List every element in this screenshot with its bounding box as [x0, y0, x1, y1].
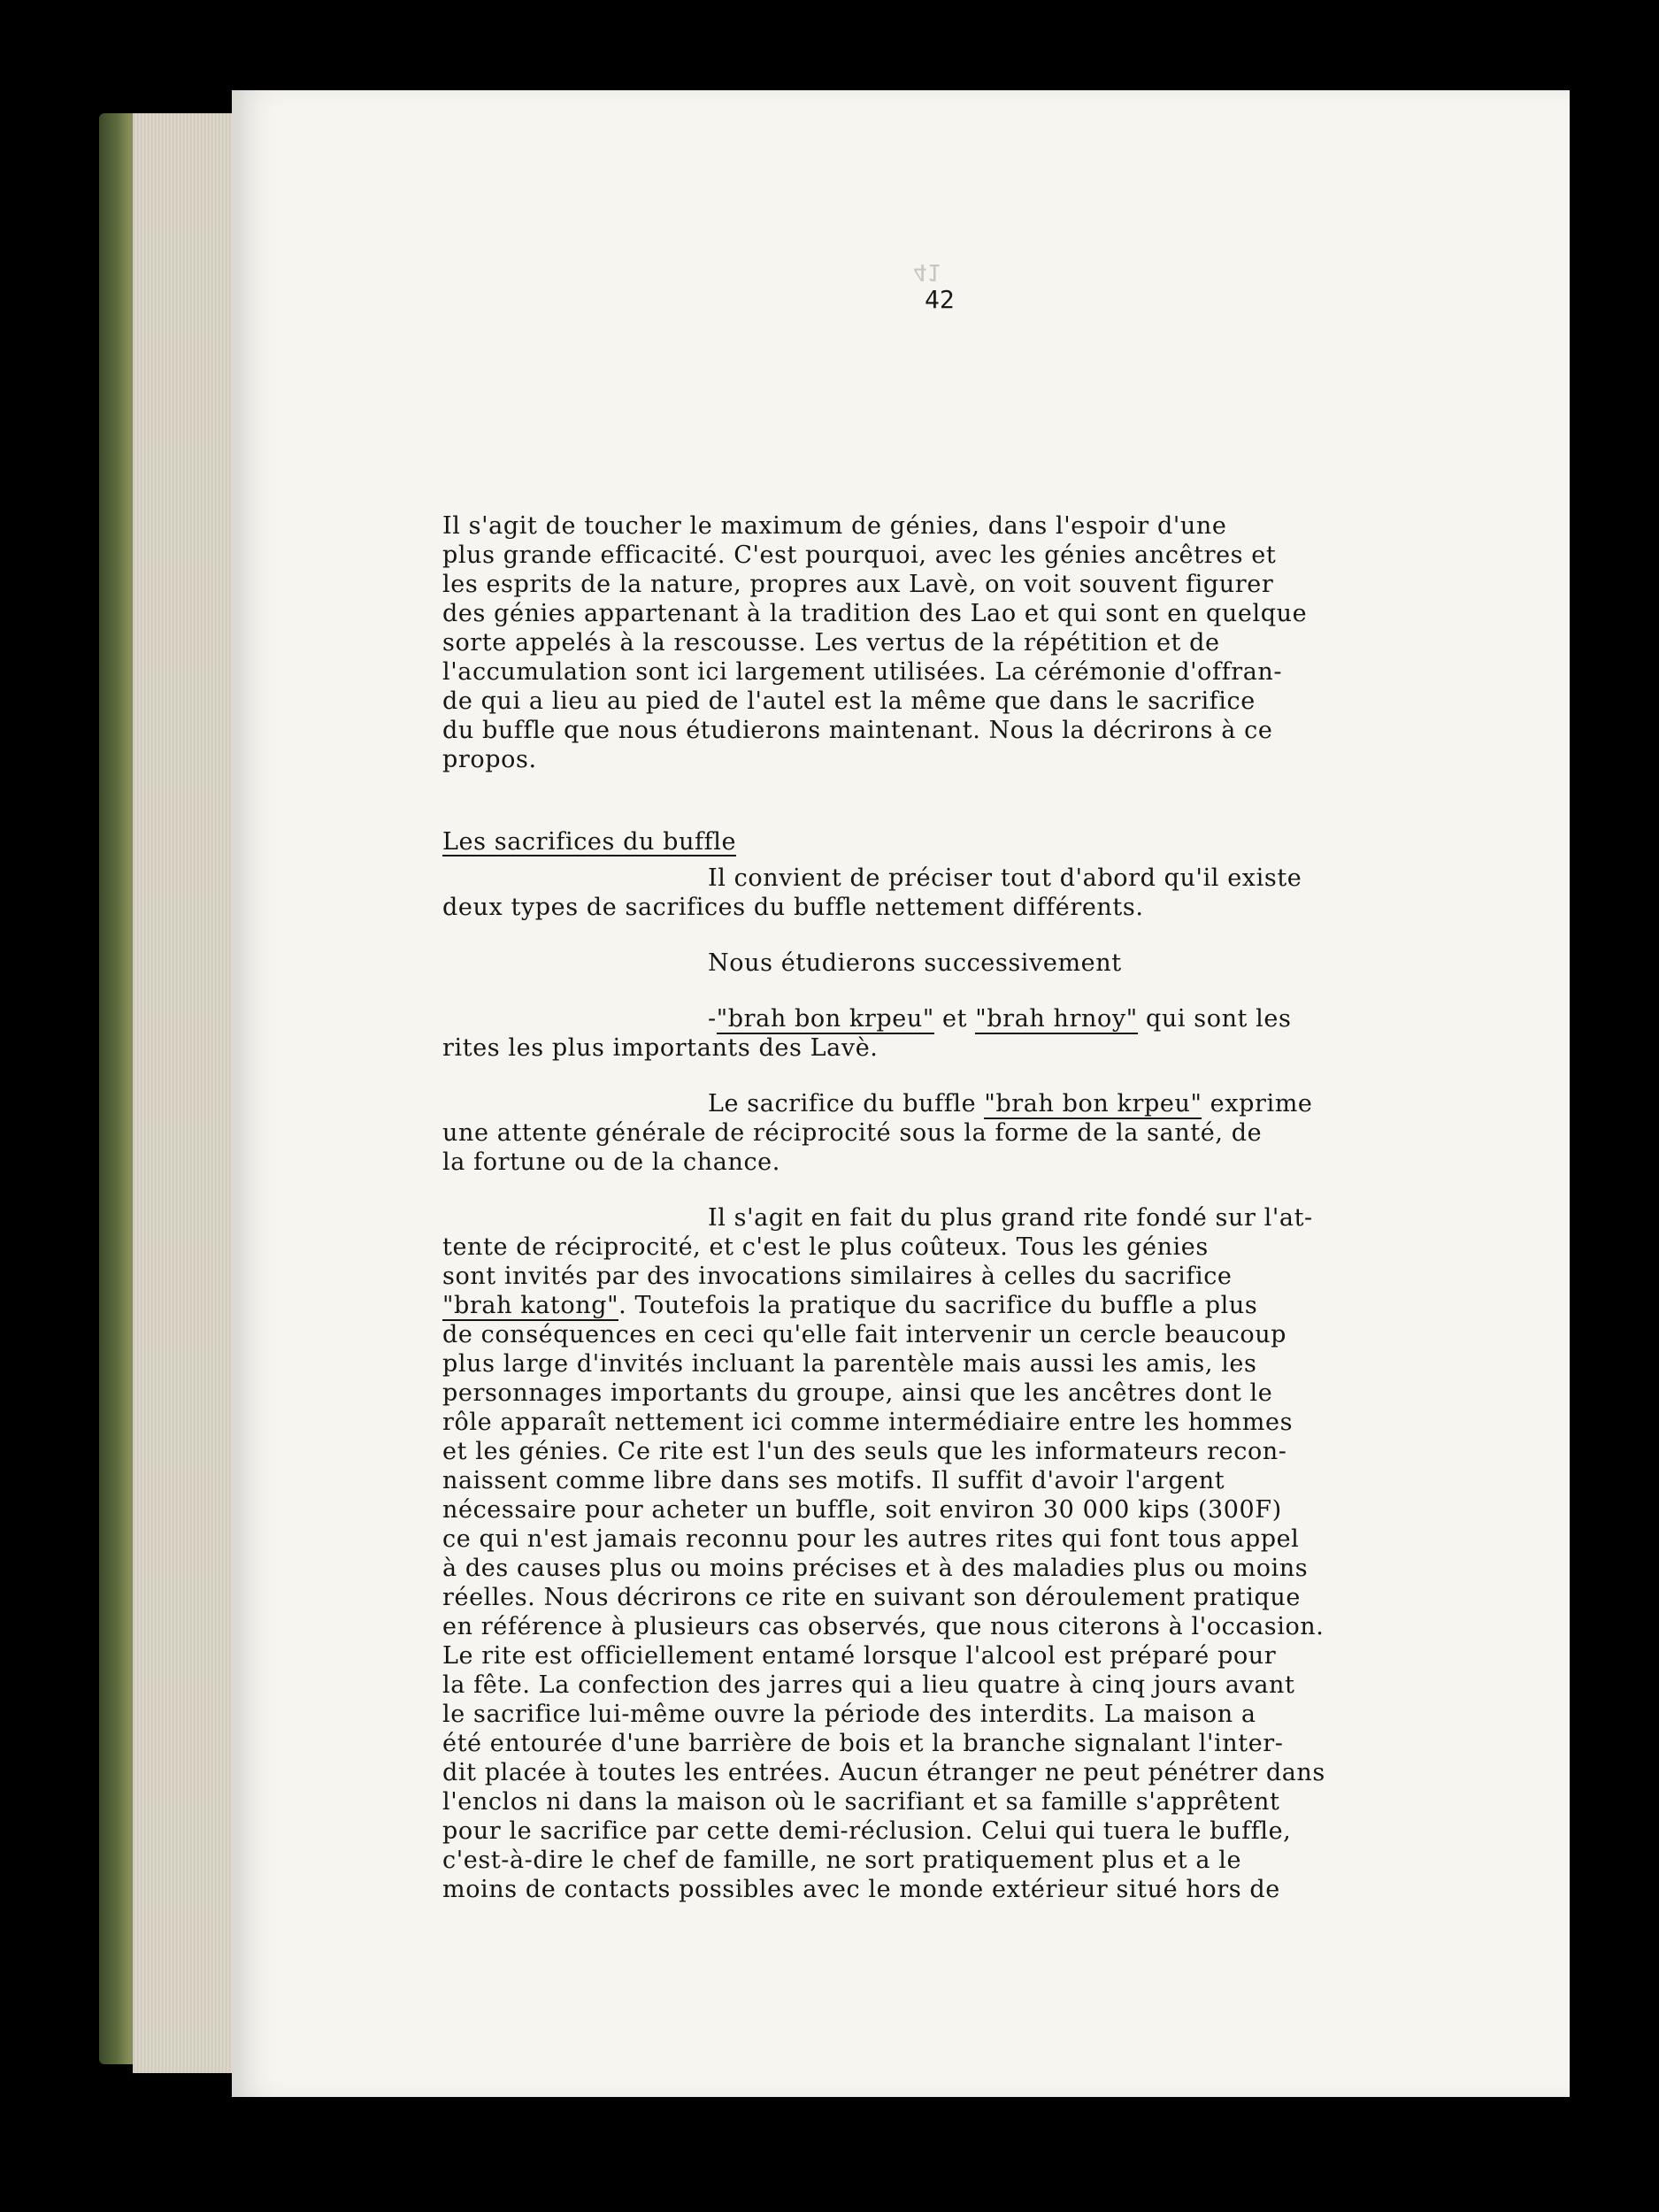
text-line: Il s'agit de toucher le maximum de génies, dans l'espoir d'une [442, 512, 1227, 540]
text-line: nécessaire pour acheter un buffle, soit environ 30 000 kips (300F) [442, 1496, 1282, 1524]
text-line: dit placée à toutes les entrées. Aucun étranger ne peut pénétrer dans [442, 1759, 1325, 1786]
text-line: c'est-à-dire le chef de famille, ne sort pratiquement plus et a le [442, 1847, 1242, 1874]
text-line: Le rite est officiellement entamé lorsque l'alcool est préparé pour [442, 1642, 1277, 1670]
text-line: Il convient de préciser tout d'abord qu'il existe [708, 864, 1302, 892]
text-line: plus large d'invités incluant la parentèle mais aussi les amis, les [442, 1350, 1257, 1378]
page-stack-edge [133, 113, 239, 2073]
ghost-page-number: 41 [913, 258, 941, 285]
text-line: le sacrifice lui-même ouvre la période des interdits. La maison a [442, 1701, 1256, 1728]
text-line: du buffle que nous étudierons maintenant. Nous la décrirons à ce [442, 717, 1273, 744]
text-line: à des causes plus ou moins précises et à des maladies plus ou moins [442, 1555, 1309, 1582]
text-line: propos. [442, 746, 537, 773]
text-line: plus grande efficacité. C'est pourquoi, avec les génies ancêtres et [442, 541, 1277, 569]
term-brah-bon-krpeu: "brah bon krpeu" [716, 1005, 934, 1033]
text-line: l'accumulation sont ici largement utilisées. La cérémonie d'offran- [442, 658, 1283, 686]
term-brah-katong: "brah katong" [442, 1292, 619, 1319]
text-line: la fortune ou de la chance. [442, 1148, 780, 1176]
paragraph-4: -"brah bon krpeu" et "brah hrnoy" qui sont les rites les plus importants des Lavè. [442, 1004, 1504, 1063]
paragraph-3: Nous étudierons successivement [708, 949, 1122, 977]
text-line: Il s'agit en fait du plus grand rite fondé sur l'at- [708, 1204, 1313, 1232]
text-line: sorte appelés à la rescousse. Les vertus de la répétition et de [442, 629, 1220, 657]
body-text [442, 511, 1504, 1904]
text-line: l'enclos ni dans la maison où le sacrifiant et sa famille s'apprêtent [442, 1788, 1280, 1816]
text-line: les esprits de la nature, propres aux Lavè, on voit souvent figurer [442, 571, 1274, 598]
text-line: ce qui n'est jamais reconnu pour les autres rites qui font tous appel [442, 1525, 1300, 1553]
term-brah-bon-krpeu: "brah bon krpeu" [984, 1090, 1202, 1118]
text-line: une attente générale de réciprocité sous la forme de la santé, de [442, 1119, 1263, 1147]
text-line: de qui a lieu au pied de l'autel est la même que dans le sacrifice [442, 687, 1256, 715]
text-line: sont invités par des invocations similaires à celles du sacrifice [442, 1263, 1233, 1290]
term-brah-hrnoy: "brah hrnoy" [975, 1005, 1138, 1033]
paragraph-6: Il s'agit en fait du plus grand rite fondé sur l'at- tente de réciprocité, et c'est le plus coûteux. Tous les génies sont invités par des invocations similaires à celles du sacrifice "brah katong". Toutefois la pratique du sacrifice du buffle a plus de conséquences en ceci qu'elle fait intervenir un cercle beaucoup plus large d'invités incluant la parentèle mais aussi les amis, les personnages importants du groupe, ainsi que les ancêtres dont le rôle apparaît nettement ici comme intermédiaire entre les hommes et les génies. Ce rite est l'un des seuls que les informateurs recon- naissent comme libre dans ses motifs. Il suffit d'avoir l'argent nécessaire pour acheter un buffle, soit environ 30 000 kips (300F) ce qui n'est jamais reconnu pour les autres rites qui font tous appel à des causes plus ou moins précises et à des maladies plus ou moins réelles. Nous décrirons ce rite en suivant son déroulement pratique en référence à plusieurs cas observés, que nous citerons à l'occasion. Le rite est officiellement entamé lorsque l'alcool est préparé pour la fête. La confection des jarres qui a lieu quatre à cinq jours avant le sacrifice lui-même ouvre la période des interdits. La maison a été entourée d'une barrière de bois et la branche signalant l'inter- dit placée à toutes les entrées. Aucun étranger ne peut pénétrer dans l'enclos ni dans la maison où le sacrifiant et sa famille s'apprêtent pour le sacrifice par cette demi-réclusion. Celui qui tuera le buffle, c'est-à-dire le chef de famille, ne sort pratiquement plus et a le moins de contacts possibles avec le monde extérieur situé hors de [442, 1203, 1504, 1904]
text-line: des génies appartenant à la tradition des Lao et qui sont en quelque [442, 600, 1308, 627]
paragraph-2 [442, 864, 1504, 922]
text-line: rôle apparaît nettement ici comme intermédiaire entre les hommes [442, 1409, 1294, 1436]
text-line: personnages importants du groupe, ainsi que les ancêtres dont le [442, 1379, 1273, 1407]
text-line: rites les plus importants des Lavè. [442, 1034, 879, 1062]
paragraph-5: Le sacrifice du buffle "brah bon krpeu" exprime une attente générale de réciprocité sous la forme de la santé, de la fortune ou de la chance. [442, 1089, 1504, 1177]
text-line: tente de réciprocité, et c'est le plus coûteux. Tous les génies [442, 1233, 1209, 1261]
text-line: la fête. La confection des jarres qui a lieu quatre à cinq jours avant [442, 1671, 1295, 1699]
paragraph-1 [442, 511, 1504, 774]
text-line: en référence à plusieurs cas observés, que nous citerons à l'occasion. [442, 1613, 1325, 1640]
text-line: réelles. Nous décrirons ce rite en suivant son déroulement pratique [442, 1584, 1301, 1611]
text-line: et les génies. Ce rite est l'un des seuls que les informateurs recon- [442, 1438, 1287, 1465]
page-number: 42 [925, 285, 955, 314]
text-line: naissent comme libre dans ses motifs. Il suffit d'avoir l'argent [442, 1467, 1225, 1494]
text-line: été entourée d'une barrière de bois et la branche signalant l'inter- [442, 1730, 1284, 1757]
text-line: de conséquences en ceci qu'elle fait intervenir un cercle beaucoup [442, 1321, 1287, 1348]
text-line: deux types de sacrifices du buffle nettement différents. [442, 894, 1144, 921]
section-heading: Les sacrifices du buffle [442, 828, 737, 856]
text-line: pour le sacrifice par cette demi-réclusion. Celui qui tuera le buffle, [442, 1817, 1292, 1845]
text-line: moins de contacts possibles avec le monde extérieur situé hors de [442, 1876, 1280, 1903]
